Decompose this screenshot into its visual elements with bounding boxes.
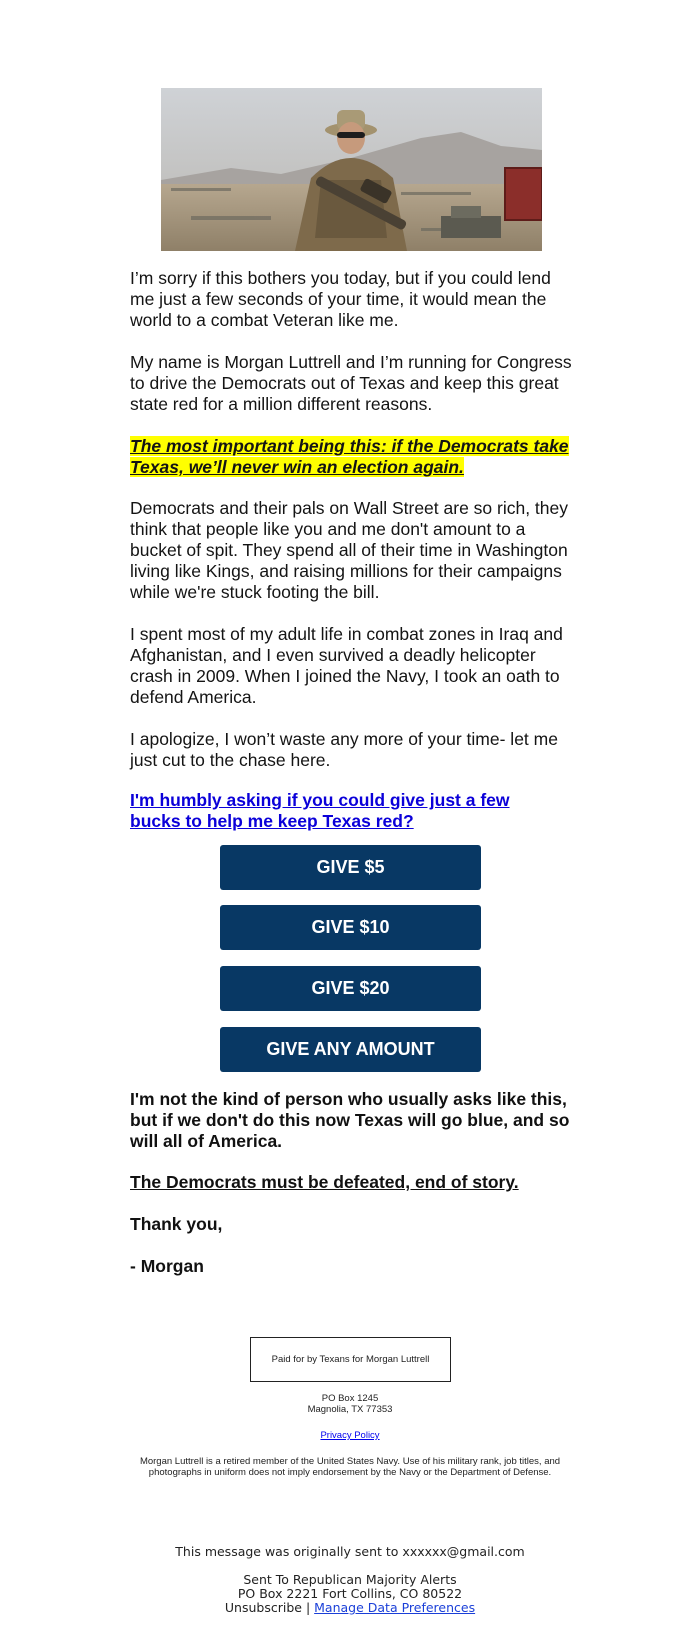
signature: - Morgan [130,1256,204,1276]
give-any-amount-button[interactable]: GIVE ANY AMOUNT [220,1027,481,1072]
hero-photo-illustration [161,88,542,251]
footer-links [100,1601,600,1615]
privacy-row [130,1431,570,1442]
service-paragraph: I spent most of my adult life in combat zones in Iraq and Afghanistan, and I even survived a deadly helicopter crash in 2009. When I joined the Navy, I took an oath to defend America. [130,624,563,707]
democrats-paragraph: Democrats and their pals on Wall Street are so rich, they think that people like you and me don't amount to a bucket of spit. They spend all of their time in Washington living like Kings, and raising millions for their campaigns while we're stuck footing the bill. [130,498,569,602]
give-5-button[interactable]: GIVE $5 [220,845,481,890]
donation-ask-link[interactable]: I'm humbly asking if you could give just a few bucks to help me keep Texas red? [130,790,510,831]
intro-paragraph: I’m sorry if this bothers you today, but if you could lend me just a few seconds of your time, it would mean the world to a combat Veteran like me. [130,268,551,330]
hero-image [161,88,542,251]
give-10-button[interactable]: GIVE $10 [220,905,481,950]
paid-for-text: Paid for by Texans for Morgan Luttrell [271,1354,430,1365]
thank-you: Thank you, [130,1214,223,1234]
campaign-address-line1: PO Box 1245 [321,1393,379,1404]
footer-list-name: Sent To Republican Majority Alerts [243,1572,457,1587]
highlighted-statement: The most important being this: if the Democrats take Texas, we’ll never win an election again. [130,436,569,477]
closing-statement [130,1172,575,1193]
highlight-paragraph [130,436,575,478]
campaign-address [130,1394,570,1415]
footer-address: PO Box 2221 Fort Collins, CO 80522 [237,1586,463,1601]
unsubscribe-link[interactable]: Unsubscribe [224,1600,302,1615]
closing-paragraph: I'm not the kind of person who usually asks like this, but if we don't do this now Texas will go blue, and so will all of America. [130,1089,570,1151]
manage-data-preferences-link[interactable]: Manage Data Preferences [314,1600,476,1615]
campaign-address-line2: Magnolia, TX 77353 [307,1403,393,1415]
apology-paragraph: I apologize, I won’t waste any more of your time- let me just cut to the chase here. [130,729,558,770]
ask-paragraph [130,790,530,832]
paid-for-box [250,1337,451,1382]
name-paragraph: My name is Morgan Luttrell and I’m running for Congress to drive the Democrats out of Texas and keep this great state red for a million different reasons. [130,352,572,414]
closing-statement-text: The Democrats must be defeated, end of story. [130,1172,519,1192]
footer-separator: | [305,1600,311,1615]
privacy-policy-link[interactable]: Privacy Policy [320,1430,380,1441]
give-20-button[interactable]: GIVE $20 [220,966,481,1011]
military-disclaimer: Morgan Luttrell is a retired member of the United States Navy. Use of his military rank, job titles, and photographs in uniform does not imply endorsement by the Navy or the Department of Defense. [139,1456,561,1478]
sent-to-notice: This message was originally sent to xxxxxx@gmail.com [175,1544,525,1559]
